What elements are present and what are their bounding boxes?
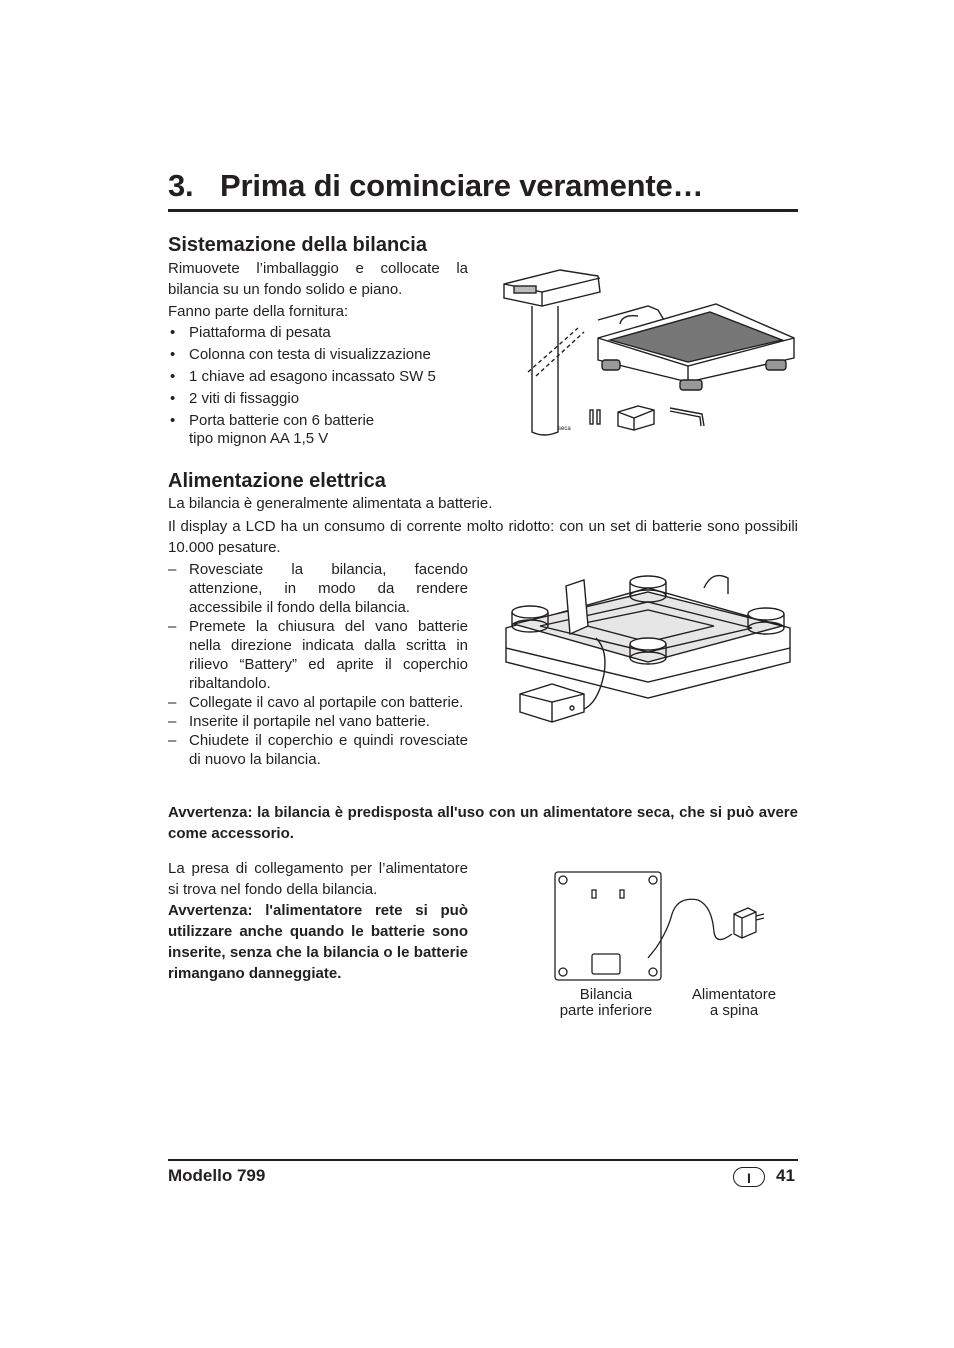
section-heading-installation: Sistemazione della bilancia xyxy=(168,234,427,256)
power-p1: La bilancia è generalmente alimentata a batterie. xyxy=(168,495,493,512)
list-item: • Porta batterie con 6 batterie tipo mignon AA 1,5 V xyxy=(168,412,399,448)
supply-list xyxy=(168,324,468,452)
section-heading-power: Alimentazione elettrica xyxy=(168,470,386,492)
scale-parts-illustration xyxy=(498,262,798,442)
page-number: 41 xyxy=(776,1166,795,1185)
socket-location-text: La presa di collegamento per l’alimentatore si trova nel fondo della bilancia. xyxy=(168,860,468,898)
list-item: – Rovesciate la bilancia, facendo attenzione, in modo da rendere accessibile il fondo della bilancia. xyxy=(168,560,468,617)
page-title xyxy=(168,166,798,206)
installation-intro: Rimuovete l’imballaggio e collocate la bilancia su un fondo solido e piano. xyxy=(168,260,468,298)
list-item: – Inserite il portapile nel vano batterie. xyxy=(168,712,468,731)
list-item: • 2 viti di fissaggio xyxy=(168,390,468,408)
supply-label: Fanno parte della fornitura: xyxy=(168,303,349,320)
warning-adapter: Avvertenza: l'alimentatore rete si può utilizzare anche quando le batterie sono inserite, senza che la bilancia o le batterie rimangano danneggiate. xyxy=(168,902,468,982)
list-item: – Premete la chiusura del vano batterie nella direzione indicata dalla scritta in rilievo “Battery” ed aprite il coperchio ribaltandolo. xyxy=(168,617,468,693)
battery-steps-list xyxy=(168,560,468,769)
title-text: Prima di cominciare veramente… xyxy=(220,168,704,203)
section-number: 3. xyxy=(168,168,194,203)
caption-power-adapter: Alimentatore a spina xyxy=(691,986,777,1019)
warning-accessory: Avvertenza: la bilancia è predisposta all'uso con un alimentatore seca, che si può avere come accessorio. xyxy=(168,804,798,842)
language-badge: I xyxy=(733,1167,765,1187)
power-p2: Il display a LCD ha un consumo di corrente molto ridotto: con un set di batterie sono possibili 10.000 pesature. xyxy=(168,518,798,556)
list-item: • 1 chiave ad esagono incassato SW 5 xyxy=(168,368,468,386)
list-item: • Colonna con testa di visualizzazione xyxy=(168,346,468,364)
title-rule xyxy=(168,209,798,212)
list-item: • Piattaforma di pesata xyxy=(168,324,468,342)
adapter-connection-illustration xyxy=(552,870,772,984)
footer-rule xyxy=(168,1159,798,1161)
battery-compartment-illustration xyxy=(500,566,795,726)
caption-scale-underside: Bilancia parte inferiore xyxy=(559,986,653,1019)
footer-model: Modello 799 xyxy=(168,1166,266,1185)
list-item: – Collegate il cavo al portapile con batterie. xyxy=(168,693,468,712)
list-item: – Chiudete il coperchio e quindi rovesciate di nuovo la bilancia. xyxy=(168,731,468,769)
column-brand-label: seca xyxy=(558,426,571,432)
